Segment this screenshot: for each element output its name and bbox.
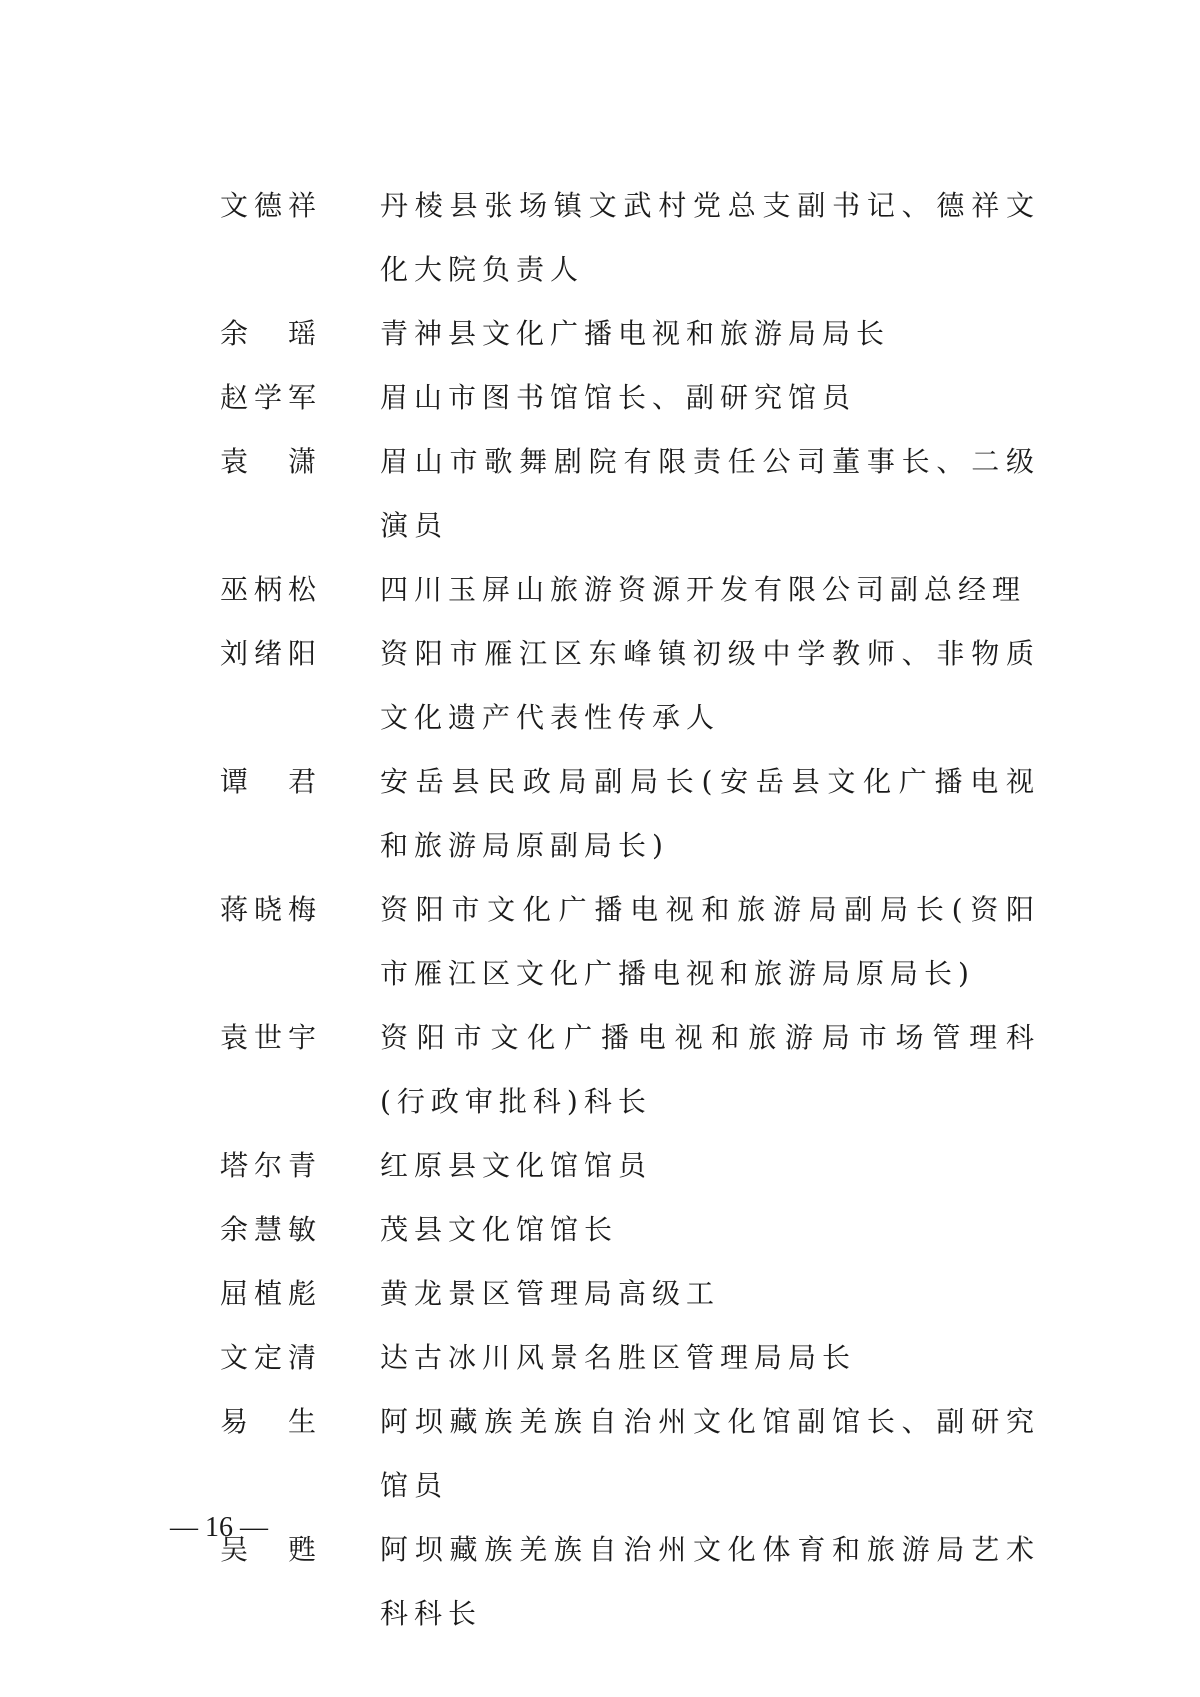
person-title: 青神县文化广播电视和旅游局局长 — [380, 317, 891, 350]
person-title: 阿坝藏族羌族自治州文化馆副馆长、副研究馆员 — [380, 1405, 1040, 1502]
list-item — [220, 750, 1040, 878]
list-item — [220, 1518, 1040, 1646]
name-list — [220, 174, 1040, 1646]
person-title: 眉山市图书馆馆长、副研究馆员 — [380, 381, 857, 414]
list-item — [220, 174, 1040, 302]
list-item — [220, 622, 1040, 750]
person-title: 茂县文化馆馆长 — [380, 1213, 619, 1246]
person-name: 巫柄松 — [220, 573, 323, 606]
person-name: 易 生 — [220, 1405, 323, 1438]
person-title: 四川玉屏山旅游资源开发有限公司副总经理 — [380, 573, 1027, 606]
person-name: 赵学军 — [220, 381, 323, 414]
list-item — [220, 366, 1040, 430]
person-name: 袁 潇 — [220, 445, 323, 478]
list-item — [220, 430, 1040, 558]
person-name: 余 瑶 — [220, 317, 323, 350]
list-item — [220, 1198, 1040, 1262]
person-name: 刘绪阳 — [220, 637, 323, 670]
person-name: 屈植彪 — [220, 1277, 323, 1310]
person-name: 文德祥 — [220, 189, 323, 222]
list-item — [220, 1390, 1040, 1518]
list-item — [220, 1006, 1040, 1134]
list-item — [220, 878, 1040, 1006]
person-name: 吴 甦 — [220, 1533, 323, 1566]
person-name: 袁世宇 — [220, 1021, 323, 1054]
person-name: 余慧敏 — [220, 1213, 323, 1246]
person-title: 红原县文化馆馆员 — [380, 1149, 653, 1182]
person-name: 蒋晓梅 — [220, 893, 323, 926]
person-title: 安岳县民政局副局长(安岳县文化广播电视和旅游局原副局长) — [380, 765, 1040, 862]
person-title: 资阳市雁江区东峰镇初级中学教师、非物质文化遗产代表性传承人 — [380, 637, 1040, 734]
list-item — [220, 1134, 1040, 1198]
list-item — [220, 1262, 1040, 1326]
person-title: 黄龙景区管理局高级工 — [380, 1277, 721, 1310]
person-title: 眉山市歌舞剧院有限责任公司董事长、二级演员 — [380, 445, 1040, 542]
person-name: 塔尔青 — [220, 1149, 323, 1182]
page-number: — 16 — — [170, 1512, 268, 1543]
list-item — [220, 1326, 1040, 1390]
person-title: 丹棱县张场镇文武村党总支副书记、德祥文化大院负责人 — [380, 189, 1040, 286]
list-item — [220, 558, 1040, 622]
person-title: 资阳市文化广播电视和旅游局副局长(资阳市雁江区文化广播电视和旅游局原局长) — [380, 893, 1040, 990]
list-item — [220, 302, 1040, 366]
person-name: 文定清 — [220, 1341, 323, 1374]
person-title: 阿坝藏族羌族自治州文化体育和旅游局艺术科科长 — [380, 1533, 1040, 1630]
person-name: 谭 君 — [220, 765, 323, 798]
person-title: 达古冰川风景名胜区管理局局长 — [380, 1341, 857, 1374]
person-title: 资阳市文化广播电视和旅游局市场管理科(行政审批科)科长 — [380, 1021, 1040, 1118]
